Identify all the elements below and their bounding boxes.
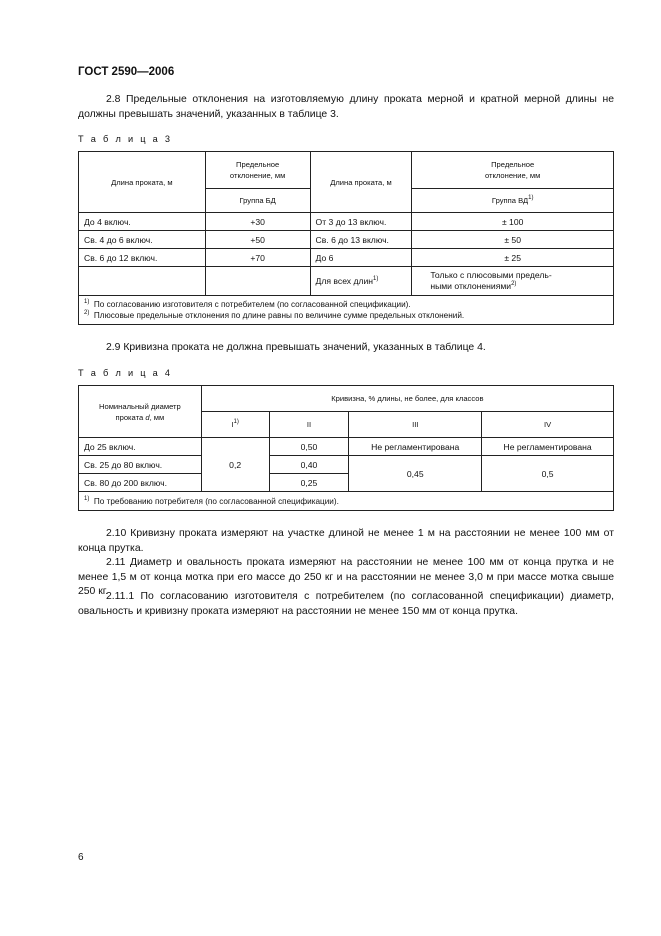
table4-row: До 25 включ. 0,2 0,50 Не регламентирована Не регламентирована xyxy=(79,438,614,456)
table4-class3-value: 0,45 xyxy=(349,456,482,492)
table3-row-all-lengths xyxy=(79,267,614,296)
table3-footnote-2: $^{2)}$ Плюсовые предельные отклонения по длине равны по величине сумме предельных отклонений. xyxy=(84,310,465,320)
table4-head-diameter: Номинальный диаметр проката d, мм xyxy=(79,386,202,438)
table4-row: Св. 80 до 200 включ. 0,25 xyxy=(79,474,614,492)
paragraph-2-10: 2.10 Кривизну проката измеряют на участке длиной не менее 1 м на расстоянии не менее 100 мм от конца прутка. xyxy=(78,528,614,554)
table3-caption: Т а б л и ц а 3 xyxy=(78,134,173,144)
document-header: ГОСТ 2590—2006 xyxy=(78,66,175,78)
paragraph-2-8: 2.8 Предельные отклонения на изготовляемую длину проката мерной и кратной мерной длины не должны превышать значений, указанных в таблице 3. xyxy=(78,94,614,120)
table4-head-curvature: Кривизна, % длины, не более, для классов xyxy=(201,386,613,412)
table3-head-length-left: Длина проката, м xyxy=(79,152,206,213)
table3-all-lengths: Для всех длин$^{1)}$ xyxy=(310,267,412,296)
table3-footnote-1: $^{1)}$ По согласованию изготовителя с потребителем (по согласованной спецификации). xyxy=(84,299,411,309)
table3-head-length-right: Длина проката, м xyxy=(310,152,412,213)
table3-plus-only: Только с плюсовыми предель- ными отклонениями$^{2)}$ xyxy=(412,267,614,296)
table3-row: До 4 включ. +30 От 3 до 13 включ. ± 100 xyxy=(79,213,614,231)
table4-class-2: II xyxy=(269,412,349,438)
table3-footnotes xyxy=(79,296,614,325)
table4-class-1: $I^{1)}$ xyxy=(201,412,269,438)
paragraph-2-9: 2.9 Кривизна проката не должна превышать значений, указанных в таблице 4. xyxy=(106,342,486,353)
table3-group-vd: Группа ВД$^{1)}$ xyxy=(412,189,614,213)
table4-footnote-1: $^{1)}$ По требованию потребителя (по согласованной спецификации). xyxy=(79,492,614,511)
table-4 xyxy=(78,385,614,511)
table3-group-bd: Группа БД xyxy=(205,189,310,213)
table-3 xyxy=(78,151,614,325)
table4-class1-value: 0,2 xyxy=(201,438,269,492)
table3-head-dev-right: Предельное отклонение, мм xyxy=(412,152,614,189)
table3-head-dev-left: Предельное отклонение, мм xyxy=(205,152,310,189)
table4-class4-value: 0,5 xyxy=(482,456,614,492)
paragraph-2-11: 2.11 Диаметр и овальность проката измеряют на расстоянии не менее 100 мм от конца прутка и не менее 1,5 м от конца мотка при его массе до 250 кг и на расстоянии не менее 3,0 м при массе мотка свыше 250 кг. xyxy=(78,557,614,597)
table4-row: Св. 25 до 80 включ. 0,40 0,45 0,5 xyxy=(79,456,614,474)
table4-class-3: III xyxy=(349,412,482,438)
table3-row: Св. 4 до 6 включ. +50 Св. 6 до 13 включ. ± 50 xyxy=(79,231,614,249)
paragraph-2-11-1: 2.11.1 По согласованию изготовителя с потребителем (по согласованной спецификации) диаметр, овальность и кривизну проката измеряют на расстоянии не менее 150 мм от конца прутка. xyxy=(78,591,614,617)
page-number: 6 xyxy=(78,852,84,863)
table4-caption: Т а б л и ц а 4 xyxy=(78,368,173,378)
table4-class-4: IV xyxy=(482,412,614,438)
table3-row: Св. 6 до 12 включ. +70 До 6 ± 25 xyxy=(79,249,614,267)
